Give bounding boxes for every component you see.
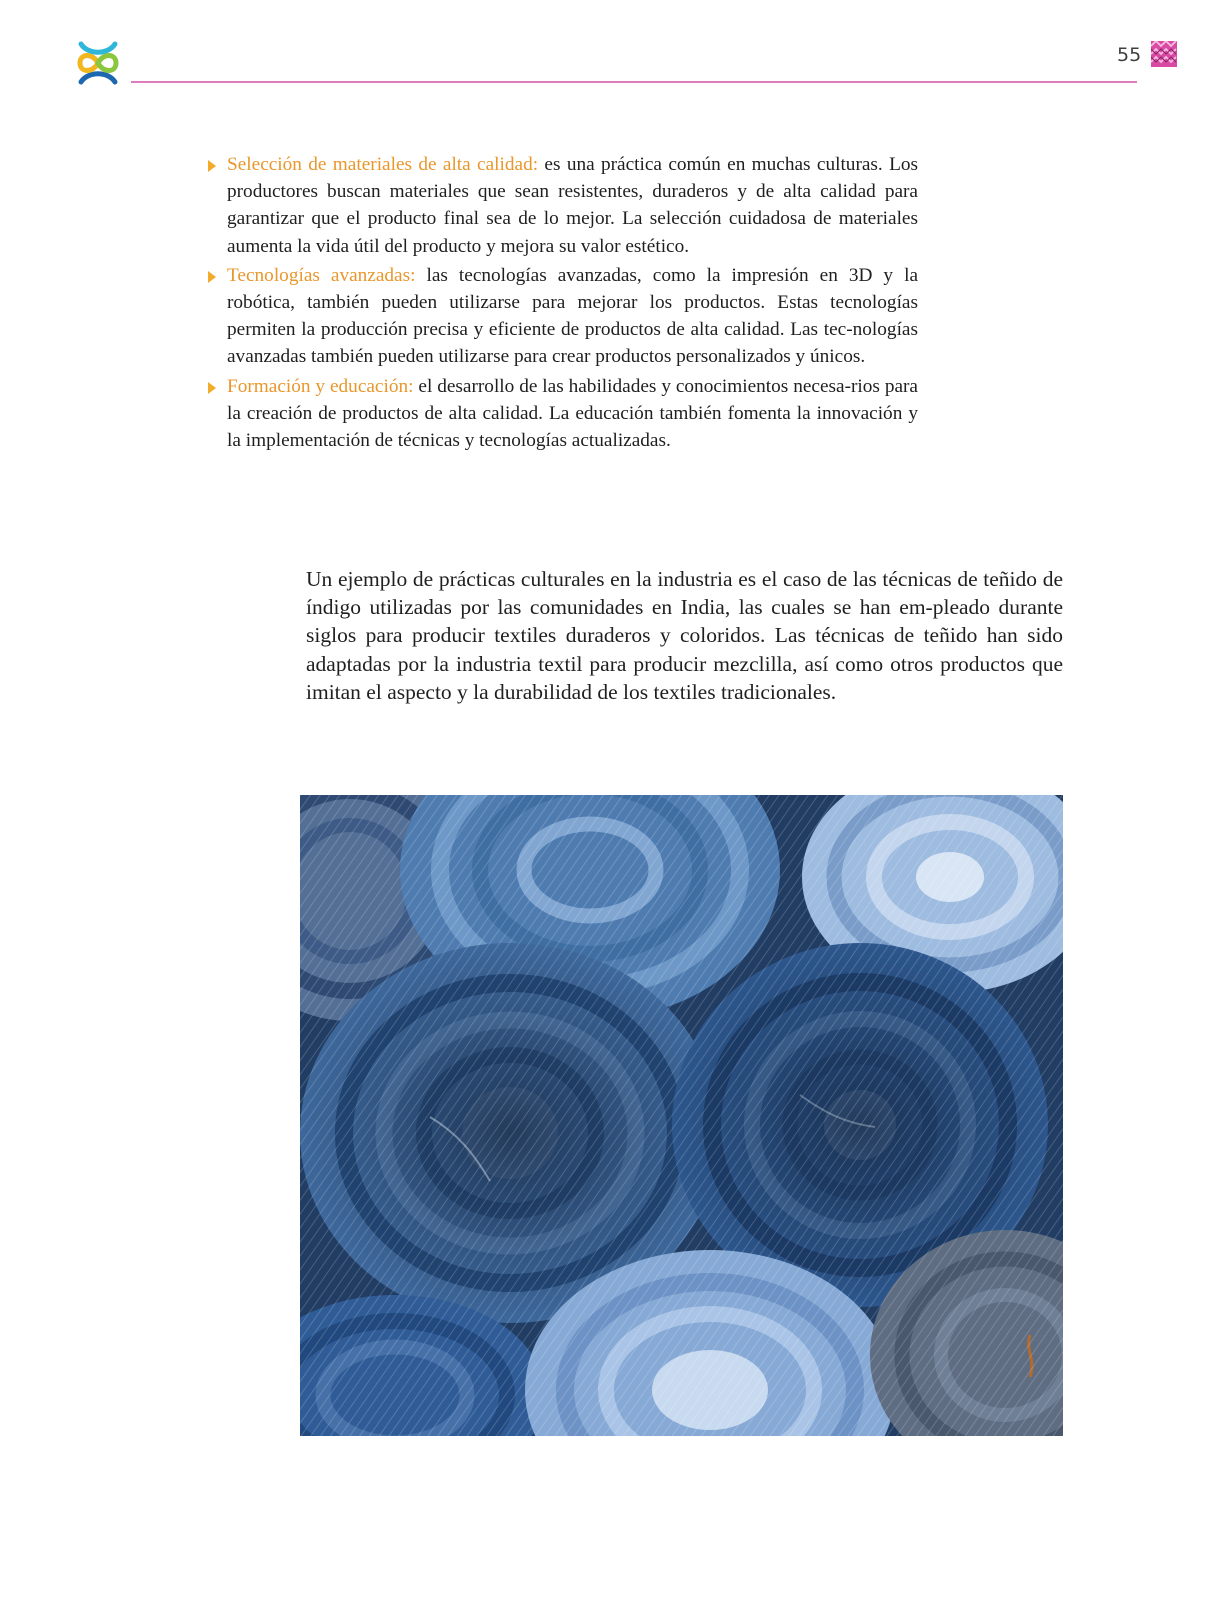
page-number: 55 [1117,44,1142,66]
rolled-denim-jeans-photo [300,795,1063,1436]
denim-illustration [300,795,1063,1436]
bullet-text: el desarrollo de las habilidades y conocimientos necesa-rios para la creación de productos de alta calidad. La educación también fomenta la innovación y la implementación de técnicas y tecnologías actualizadas. [227,375,918,452]
orange-triangle-bullet-icon [208,271,216,283]
bullet-text: es una práctica común en muchas culturas. Los productores buscan materiales que sean resistentes, duraderos y de alta calidad para garantizar que el producto final sea de lo mejor. La selección cuidadosa de materiales aumenta la vida útil del producto y mejora su valor estético. [227,154,919,257]
orange-triangle-bullet-icon [208,160,216,172]
header-rule [131,81,1137,83]
bullet-list [208,151,918,456]
body-paragraph: Un ejemplo de prácticas culturales en la industria es el caso de las técnicas de teñido de índigo utilizadas por las comunidades en India, las cuales se han em-pleado durante siglos para producir textiles duraderos y coloridos. Las técnicas de teñido han sido adaptadas por la industria textil para producir mezclilla, así como otros productos que imitan el aspecto y la durabilidad de los textiles tradicionales. [306,567,1063,704]
bullet-term: Selección de materiales de alta calidad: [227,154,539,175]
pink-woven-pattern-icon [1151,41,1177,67]
bullet-item-education [208,373,918,455]
bullet-item-technologies [208,262,918,371]
logo-graphic [76,40,120,86]
bullet-term: Tecnologías avanzadas: [227,264,416,286]
bullet-text: las tecnologías avanzadas, como la impresión en 3D y la robótica, también pueden utilizarse para mejorar los productos. Estas tecnologías permiten la producción precisa y eficiente de productos de alta calidad. Las tec-nologías avanzadas también pueden utilizarse para crear productos personalizados y únicos. [227,264,918,368]
orange-triangle-bullet-icon [208,382,216,394]
publisher-logo-icon [76,40,120,86]
bullet-item-materials [208,151,918,260]
bullet-term: Formación y educación: [227,375,414,397]
